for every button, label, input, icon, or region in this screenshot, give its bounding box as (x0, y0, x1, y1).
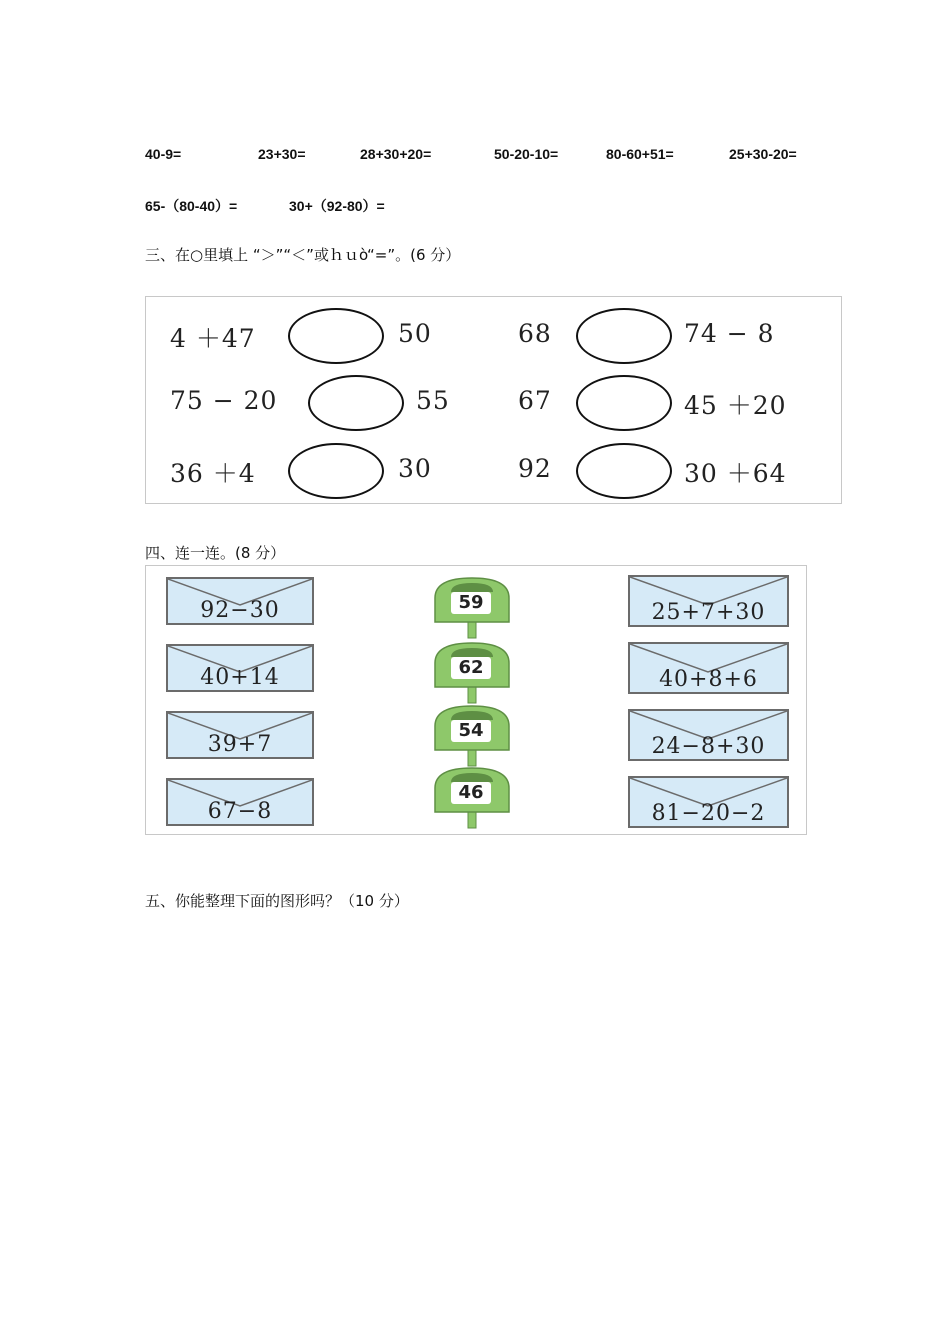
envelope-expression: 24−8+30 (651, 734, 766, 759)
envelope-left-3[interactable] (166, 711, 314, 759)
compare-right-expression: 45 ＋20 (684, 391, 787, 420)
matching-exercise-box (145, 565, 807, 835)
compare-right-expression: 30 ＋64 (684, 459, 787, 488)
compare-right-expression: 55 (416, 386, 450, 415)
compare-right-expression: 30 (398, 454, 432, 483)
equation-2: 23+30= (258, 146, 306, 162)
compare-answer-circle[interactable] (308, 375, 404, 431)
mailbox-number: 46 (451, 782, 491, 804)
section-5-heading: 五、你能整理下面的图形吗？（10 分） (145, 892, 409, 910)
mailbox-4[interactable] (433, 766, 513, 830)
compare-left-expression: 4 ＋47 (170, 324, 256, 353)
compare-left-expression: 92 (518, 454, 552, 483)
envelope-right-2[interactable] (628, 642, 789, 694)
envelope-expression: 40+14 (200, 665, 280, 690)
section-4-heading: 四、连一连。(8 分） (145, 544, 286, 562)
mailbox-2[interactable] (433, 641, 513, 705)
compare-answer-circle[interactable] (288, 308, 384, 364)
envelope-expression: 40+8+6 (659, 667, 758, 692)
compare-answer-circle[interactable] (288, 443, 384, 499)
compare-left-expression: 67 (518, 386, 552, 415)
equation-1: 40-9= (145, 146, 182, 162)
envelope-right-4[interactable] (628, 776, 789, 828)
compare-exercise-box (145, 296, 842, 504)
compare-answer-circle[interactable] (576, 308, 672, 364)
equation-5: 80-60+51= (606, 146, 674, 162)
compare-answer-circle[interactable] (576, 375, 672, 431)
envelope-expression: 39+7 (207, 732, 273, 757)
envelope-left-2[interactable] (166, 644, 314, 692)
envelope-expression: 25+7+30 (651, 600, 766, 625)
envelope-left-1[interactable] (166, 577, 314, 625)
compare-answer-circle[interactable] (576, 443, 672, 499)
envelope-expression: 67−8 (207, 799, 273, 824)
compare-left-expression: 36 ＋4 (170, 459, 256, 488)
mailbox-number: 62 (451, 657, 491, 679)
mailbox-number: 54 (451, 720, 491, 742)
envelope-right-3[interactable] (628, 709, 789, 761)
envelope-expression: 92−30 (200, 598, 280, 623)
compare-left-expression: 68 (518, 319, 552, 348)
compare-right-expression: 74 − 8 (684, 319, 775, 348)
mailbox-3[interactable] (433, 704, 513, 768)
compare-left-expression: 75 − 20 (170, 386, 278, 415)
equation-6: 25+30-20= (729, 146, 797, 162)
envelope-expression: 81−20−2 (651, 801, 766, 826)
equation-7: 65-（80-40）= (145, 198, 238, 214)
compare-right-expression: 50 (398, 319, 432, 348)
section-3-heading: 三、在○里填上 “＞”“＜”或ｈｕò“=”。(6 分） (145, 246, 461, 264)
envelope-left-4[interactable] (166, 778, 314, 826)
mailbox-1[interactable] (433, 576, 513, 640)
envelope-right-1[interactable] (628, 575, 789, 627)
mailbox-number: 59 (451, 592, 491, 614)
equation-4: 50-20-10= (494, 146, 559, 162)
equation-3: 28+30+20= (360, 146, 432, 162)
equation-8: 30+（92-80）= (289, 198, 385, 214)
